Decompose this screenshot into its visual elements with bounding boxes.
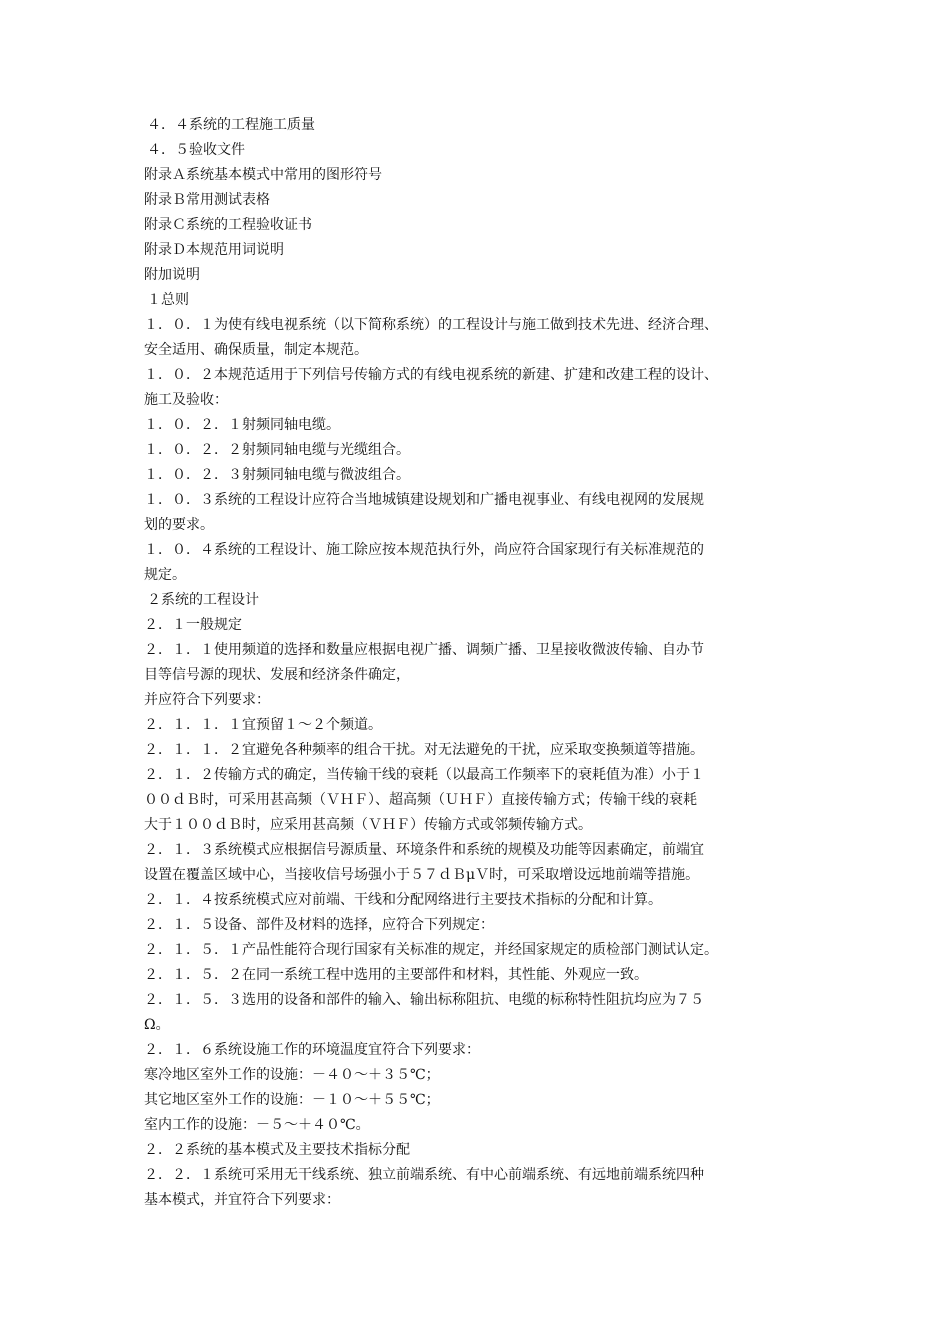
- clause-text: 规定。: [144, 567, 186, 583]
- clause-text: 其它地区室外工作的设施：－１０～＋５５℃；: [144, 1092, 440, 1108]
- clause-text: ２．１．１．２宜避免各种频率的组合干扰。对无法避免的干扰，应采取变换频道等措施。: [144, 742, 704, 758]
- toc-item-4-5: ４．５验收文件: [147, 142, 245, 158]
- toc-appendix-c: 附录Ｃ系统的工程验收证书: [144, 217, 312, 233]
- clause-text: ２．２．１系统可采用无干线系统、独立前端系统、有中心前端系统、有远地前端系统四种: [144, 1167, 704, 1183]
- toc-appendix-d: 附录Ｄ本规范用词说明: [144, 242, 284, 258]
- clause-text: 并应符合下列要求：: [144, 692, 270, 708]
- clause-text: 划的要求。: [144, 517, 214, 533]
- clause-text: ２．１．５设备、部件及材料的选择，应符合下列规定：: [144, 917, 494, 933]
- clause-text: ２．１．１使用频道的选择和数量应根据电视广播、调频广播、卫星接收微波传输、自办节: [144, 642, 704, 658]
- clause-text: １．０．１为使有线电视系统（以下简称系统）的工程设计与施工做到技术先进、经济合理、: [144, 317, 718, 333]
- toc-additional-notes: 附加说明: [144, 267, 200, 283]
- clause-text: １．０．３系统的工程设计应符合当地城镇建设规划和广播电视事业、有线电视网的发展规: [144, 492, 704, 508]
- clause-text: 室内工作的设施：－５～＋４０℃。: [144, 1117, 370, 1133]
- clause-text: ２．１．２传输方式的确定，当传输干线的衰耗（以最高工作频率下的衰耗值为准）小于１: [144, 767, 704, 783]
- clause-text: １．０．２．２射频同轴电缆与光缆组合。: [144, 442, 410, 458]
- toc-appendix-a: 附录Ａ系统基本模式中常用的图形符号: [144, 167, 382, 183]
- clause-text: ２．１．６系统设施工作的环境温度宜符合下列要求：: [144, 1042, 480, 1058]
- section-heading-2: ２系统的工程设计: [147, 592, 259, 608]
- clause-text: １．０．２．１射频同轴电缆。: [144, 417, 340, 433]
- clause-text: 目等信号源的现状、发展和经济条件确定，: [144, 667, 410, 683]
- clause-text: 基本模式，并宜符合下列要求：: [144, 1192, 340, 1208]
- clause-text: ２．１．３系统模式应根据信号源质量、环境条件和系统的规模及功能等因素确定，前端宜: [144, 842, 704, 858]
- toc-appendix-b: 附录Ｂ常用测试表格: [144, 192, 270, 208]
- clause-text: ２．１．５．３选用的设备和部件的输入、输出标称阻抗、电缆的标称特性阻抗均应为７５: [144, 992, 704, 1008]
- clause-text: 施工及验收：: [144, 392, 228, 408]
- subsection-heading: ２．２系统的基本模式及主要技术指标分配: [144, 1142, 410, 1158]
- clause-text: 大于１００ｄＢ时，应采用甚高频（ＶＨＦ）传输方式或邻频传输方式。: [144, 817, 592, 833]
- clause-text: 设置在覆盖区域中心，当接收信号场强小于５７ｄＢμＶ时，可采取增设远地前端等措施。: [144, 867, 700, 883]
- clause-text: Ω。: [144, 1017, 170, 1033]
- clause-text: ２．１．５．１产品性能符合现行国家有关标准的规定，并经国家规定的质检部门测试认定。: [144, 942, 718, 958]
- document-body: [144, 113, 812, 1213]
- subsection-heading: ２．１一般规定: [144, 617, 242, 633]
- clause-text: ２．１．５．２在同一系统工程中选用的主要部件和材料，其性能、外观应一致。: [144, 967, 648, 983]
- clause-text: 安全适用、确保质量，制定本规范。: [144, 342, 368, 358]
- clause-text: ００ｄＢ时，可采用甚高频（ＶＨＦ）、超高频（ＵＨＦ）直接传输方式；传输干线的衰耗: [144, 792, 697, 808]
- toc-item-4-4: ４．４系统的工程施工质量: [147, 117, 315, 133]
- clause-text: ２．１．４按系统模式应对前端、干线和分配网络进行主要技术指标的分配和计算。: [144, 892, 662, 908]
- section-heading-1: １总则: [147, 292, 189, 308]
- clause-text: １．０．４系统的工程设计、施工除应按本规范执行外，尚应符合国家现行有关标准规范的: [144, 542, 704, 558]
- clause-text: １．０．２．３射频同轴电缆与微波组合。: [144, 467, 410, 483]
- clause-text: 寒冷地区室外工作的设施：－４０～＋３５℃；: [144, 1067, 440, 1083]
- clause-text: １．０．２本规范适用于下列信号传输方式的有线电视系统的新建、扩建和改建工程的设计、: [144, 367, 718, 383]
- clause-text: ２．１．１．１宜预留１～２个频道。: [144, 717, 382, 733]
